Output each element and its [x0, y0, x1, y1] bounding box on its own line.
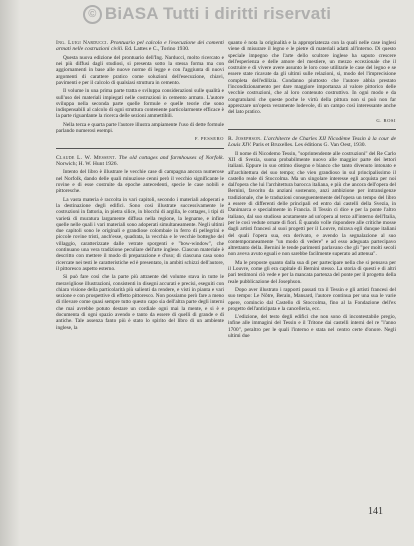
section-divider [56, 148, 224, 149]
review-heading [56, 40, 224, 53]
review-publisher: Norwich; H. W. Hunt 1926. [56, 161, 118, 168]
watermark-text: BiASA Tutti i diritti riservati [104, 4, 332, 23]
review-publisher: Paris et Bruxelles. Les éditions G. Van Oest, 1930. [252, 142, 366, 149]
paragraph: quanto è nota la originalità e la appropriatezza con la quali nelle case inglesi viene di misurare il legno e le pietre di materiali adatti all'interno. Di questo speciale impegno che l'arte dello scultore inglese ha saputo crescere dell'esperienza e delle amore del mestiere, un mezzo eccezionale che il costruire e di vivere avere assunto le loro cose utilitarie le case del legno e se essere state ricavate da gli ultimi sulle relazioni, si, modo del l'imprecisione completa dell'edilizia. Condanno piuttosto che l'autore abbia prestato l'incondizionamento per dare maggiore importanza al valore pittorico delle vecchie costruzioni, che al loro contenuto costruttivo. In ogni modo e da congratularsi che queste poche le virtù della pittura non si può non far apprezzare un'opera veramente lodevole, di un campo così interessante anche del lato pratico. [228, 40, 396, 116]
paragraph: Si può fare così che la parte più attraente del volume stava in tutte le meravigliose illustrazioni, consistenti in disegni accurati e precisi, eseguiti con chiara visione della particolarità più salienti da rendere, e visti in pianta e vari sezione e con prospettive di effetto pittoresco. Non possiamo però fare a meno di rilevare come quasi sempre tutto questo capo sia dell'altra parte degli interni che mai avrebbe potuto destare un cordiale ogni mai la mente, e si è e documenta di ogni spazio avendo e tanto da essere di quelli di grande e di antiche. Tale assenza fanto più è stato lo spirito del libro di un ambiente inglese, la [56, 274, 224, 331]
paragraph: L'edizione, del testo degli edifici che non sono di incontestabile pregio, infine alle immagini del Tessin e il Tritone dai castelli interni del re "l'anno 1700", peraltro per le quali l'interno e stata nel centro certe d'onore. Negli ultimi due [228, 314, 396, 339]
paragraph: Questa nuova edizione del prontuario dell'Ing. Narducci, molto ricercato e nei più diffusi dagli studiosi, si presenta sotto la stessa forma ma con aggiornamenti in base alle nuove norme di legge e con l'aggiunta di nuovi argomenti di carattere pratico come soluzioni dell'esecuzione, chiavi, pavimenti e per il calcolo di qualsiasi struttura in cemento. [56, 54, 224, 86]
copyright-icon: © [83, 5, 102, 24]
left-column [56, 40, 224, 333]
right-column [228, 40, 396, 341]
paragraph: Il nome di Nicodemo Tessin, "soprintendente alle costruzioni" del Re Carlo XII di Svezia, suona probabilmente nuovo alle maggior parte dei lettori italiani. Eppure in suo ottimo disegno e bianco che tanto divenuto intonato e all'architettura del suo tempo; che vien grandioso in sul principalissimo il castello reale di Stoccolma. Ma un singolare interesse egli acquista per noi dall'opera che lui l'architettura barocca italiana, e più che ancora dell'opera del Bernini, favorito da anziani sostenuto, anzi ambizione per intransigenze tradizionale, che le traduzioni conseguentemente dell'opera un tempo del libro a essere di differenti delle principali ed entro dai castelli della Svezia, in Danimarca e specialmente in Francia. Il Tessin ci dice e per la ponte l'altro italiano, dal suo studioso acutamente ad un'opera al terzo all'interno dell'Italia, per le così vedute ornate di fiori. È quando volle rispondere alle critiche mosse dagli artisti francesi al suoi progetti per il Louvre, mirava egli dunque italiani del quali l'opera sua, era derivato, e avendo la segnalazione al suo contemporaneamente "un modo di vedere" e ad esso adeguata partecipavo altrettanto della. Bernini le tende parimenti parlavano che gli "per molti secoli non aveva avuto eguali e non sarebbe facilmente superato ad attenua". [228, 150, 396, 258]
paragraph: La vasta materia è raccolta in vari capitoli, secondo i materiali adoperati e la destinazione degli edifici. Sono così illustrate successivamente le costruzioni in fattoria, in pietra silice, in blocchi di argilla, le cottages, i tipi di varietà di muratura largamente diffusa nella regione, la legname, e infine quelle nelle quali i vari materiali sono adoperati simultaneamente. Negli ultimi due capitoli sono le originali e grandiose colombaie in ferro di pellegrini e piccole rovine tristi, anch'esse, quadrata, la vecchia e le vecchie botteghe del villaggio, caratterizzate dalle vetrate sporgenti e "bow-window", che continuano una vera tradizione peculiare dell'arte inglese. Ciascun materiale è descritto con mettere il modo di preparazione e d'uso; di ciascuna casa sono ricercate nei testi le caratteristiche ed è presentato, in ambiti schizzi dell'autore, il pittoresco aspetto esterno. [56, 196, 224, 272]
paragraph: Il volume in una prima parte tratta e sviluppa considerazioni sulle qualità e sull'uso dei materiali impiegati nelle costruzioni in cemento armato. L'autore sviluppa nella seconda parte quelle formule e quelle teorie che sono indispensabili al calcolo di ogni struttura contenente particolarmente efficace è la parte riguardante la ricerca delle sezioni ammettibili. [56, 88, 224, 120]
review-author: Claude L. W. Messent. [56, 154, 117, 161]
reviewer-signature: G. ROSI [376, 117, 396, 123]
paragraph: Nella terza e quarta parte l'autore illustra ampiamente l'uso di dette formule parlando numerosi esempi. [56, 121, 224, 135]
section-divider [228, 129, 396, 130]
reviewer-signature: F. PESSERO [194, 136, 224, 142]
review-publisher: Ed. Lattes e C., Torino 1930. [124, 46, 190, 53]
paragraph: Intento del libro è illustrare le vecchie case di campagna ancora numerose nel Norfolk, dando delle quali minuziose cenni però il vecchio significante le rovine e di esse costruite da epoche antecedenti, specie le case nobili e pittoresche. [56, 169, 224, 195]
review-heading [56, 155, 224, 168]
paragraph: Ma le proposte quanto dalla sua di per partecipare nella che si pensava per il Louvre, come gli era capitale di Bernini stesso. La storia di questi e di altri pari testimoni ciò vede e per la mancata partenza del ponte per il progetto della reale pubblicazione del Josephson. [228, 259, 396, 285]
review-author: Ing. Luigi Narducci. [56, 40, 109, 46]
watermark [0, 4, 414, 24]
review-author: R. Josephson. [228, 135, 262, 142]
review-title: Prontuario pel calcolo e l'esecuzione dei comenti armati nelle costruzioni civili. [56, 40, 224, 53]
review-heading [228, 136, 396, 149]
paragraph: Dopo aver illustrato i rapporti passati tra il Tessin e gli artisti francesi del suo tempo: Le Nôtre, Berain, Mansard, l'autore continua per una sua le varie opere, comincio dal Castello di Stoccolma, fino al la Fondazione dell'ex progetto dell'anticipata e la cancelleria, ecc. [228, 286, 396, 312]
review-title: L'architecte de Charles XII Nicodème Tessin à la cour de Louis XIV. [228, 135, 396, 149]
binding-shadow [0, 0, 20, 546]
page-number: 141 [368, 506, 383, 517]
review-title: The old cottages and farmhouses of Norfolk. [118, 154, 224, 161]
